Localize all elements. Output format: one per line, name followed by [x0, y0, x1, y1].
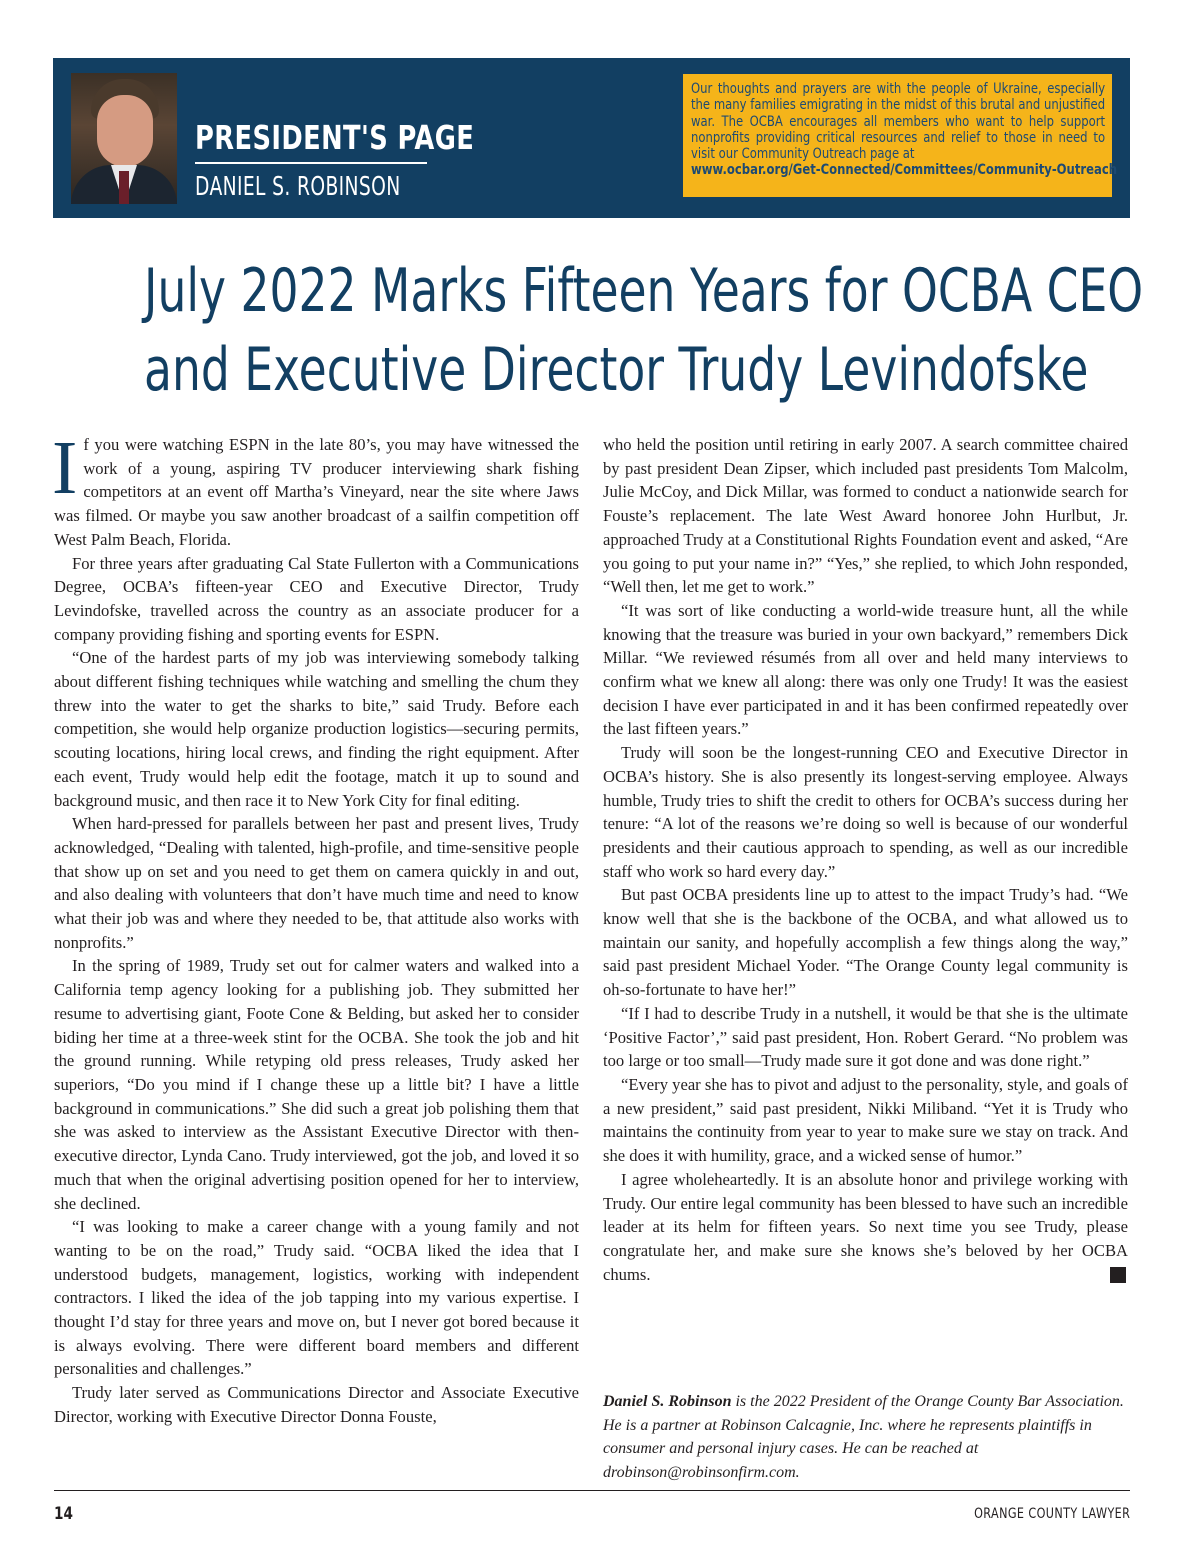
- paragraph: In the spring of 1989, Trudy set out for calmer waters and walked into a California temp agency looking for a publishing job. They submitted her resume to advertising giant, Foote Cone & Belding, but asked her to consider biding her time at a three-week stint for the OCBA. She took the job and hit the ground running. While retyping old press releases, Trudy asked her superiors, “Do you mind if I change these up a little bit? I have a little background in communications.” She did such a great job polishing them that she was asked to interview as the Assistant Executive Director with then-executive director, Lynda Cano. Trudy interviewed, got the job, and loved it so much that when the original advertising position opened for her to interview, she declined.: [54, 956, 579, 1213]
- paragraph: Trudy will soon be the longest-running CEO and Executive Director in OCBA’s history. She is also presently its longest-serving employee. Always humble, Trudy tries to shift the credit to others for OCBA’s success during her tenure: “A lot of the reasons we’re doing so well is because of our wonderful presidents and their cautious approach to spending, as well as our incredible staff who work so hard every day.”: [603, 743, 1128, 881]
- page-number: 14: [54, 1504, 73, 1524]
- paragraph: [603, 1168, 1128, 1287]
- article-headline: [0, 252, 1200, 410]
- paragraph: “I was looking to make a career change with a young family and not wanting to be on the road,” Trudy said. “OCBA liked the idea that I understood budgets, management, logistics, working with independent contractors. I liked the idea of the job tapping into my various expertise. I thought I’d stay for three years and move on, but I never got bored because it is always evolving. There were different board members and different personalities and challenges.”: [54, 1217, 579, 1379]
- paragraph: [52, 426, 579, 552]
- article-column-left: [52, 426, 579, 1429]
- drop-cap: I: [52, 426, 78, 510]
- paragraph-text: I agree wholeheartedly. It is an absolute honor and privilege working with Trudy. Our entire legal community has been blessed to have such an incredible leader at its helm for fifteen years. So next time you see Trudy, please congratulate her, and make sure she knows she’s beloved by her OCBA chums.: [603, 1169, 1128, 1284]
- headline-line-2: and Executive Director Trudy Levindofske: [144, 335, 1089, 405]
- bio-name: Daniel S. Robinson: [603, 1393, 732, 1410]
- author-photo: [71, 73, 177, 204]
- paragraph-text: f you were watching ESPN in the late 80’s, you may have witnessed the work of a young, aspiring TV producer interviewing shark fishing competitors at an event off Martha’s Vineyard, near the site where Jaws was filmed. Or maybe you saw another broadcast of a sailfin competition off West Palm Beach, Florida.: [54, 435, 579, 549]
- paragraph: When hard-pressed for parallels between her past and present lives, Trudy acknowledged, “Dealing with talented, high-profile, and time-sensitive people that show up on set and you need to get them on camera quickly in and out, and also dealing with volunteers that don’t have much time and need to know what their job was and where they needed to be, that attitude also works with nonprofits.”: [54, 814, 579, 952]
- notice-text: Our thoughts and prayers are with the people of Ukraine, especially the many families emigrating in the midst of this brutal and unjustified war. The OCBA encourages all members who want to help support nonprofits providing critical resources and relief to those in need to visit our Community Outreach page at: [691, 81, 1106, 163]
- paragraph: who held the position until retiring in early 2007. A search committee chaired by past president Dean Zipser, which included past presidents Tom Malcolm, Julie McCoy, and Dick Millar, was formed to conduct a nationwide search for Fouste’s replacement. The late West Award honoree John Hurlbut, Jr. approached Trudy at a Constitutional Rights Foundation event and asked, “Are you going to put your name in?” “Yes,” she replied, to which John responded, “Well then, let me get to work.”: [603, 435, 1128, 597]
- header-banner: [53, 58, 1130, 218]
- paragraph: “One of the hardest parts of my job was interviewing somebody talking about different fishing techniques while watching and smelling the chum they threw into the water to get the sharks to bite,” said Trudy. Before each competition, she would help organize production logistics—securing permits, scouting locations, hiring local crews, and finding the right equipment. After each event, Trudy would help edit the footage, match it up to sound and background music, and then race it to New York City for final editing.: [54, 648, 579, 810]
- paragraph: “If I had to describe Trudy in a nutshell, it would be that she is the ultimate ‘Positive Factor’,” said past president, Hon. Robert Gerard. “No problem was too large or too small—Trudy made sure it got done and was done right.”: [603, 1003, 1128, 1071]
- paragraph: “Every year she has to pivot and adjust to the personality, style, and goals of a new president,” said past president, Nikki Miliband. “Yet it is Trudy who maintains the continuity from year to year to make sure we stay on track. And she does it with humility, grace, and a wicked sense of humor.”: [603, 1074, 1128, 1166]
- author-bio: [603, 1390, 1128, 1485]
- paragraph: Trudy later served as Communications Director and Associate Executive Director, working with Executive Director Donna Fouste,: [54, 1383, 579, 1426]
- article-column-right: [603, 433, 1128, 1286]
- notice-link[interactable]: www.ocbar.org/Get-Connected/Committees/Community-Outreach: [691, 162, 1118, 179]
- paragraph: For three years after graduating Cal State Fullerton with a Communications Degree, OCBA’s fifteen-year CEO and Executive Director, Trudy Levindofske, travelled across the country as an associate producer for a company providing fishing and sporting events for ESPN.: [54, 553, 579, 644]
- author-name: DANIEL S. ROBINSON: [195, 172, 401, 202]
- ukraine-notice: [683, 74, 1118, 197]
- title-divider: [195, 162, 427, 164]
- headline-line-1: July 2022 Marks Fifteen Years for OCBA CEO: [144, 256, 1144, 326]
- section-title: PRESIDENT'S PAGE: [195, 118, 475, 157]
- paragraph: “It was sort of like conducting a world-wide treasure hunt, all the while knowing that the treasure was buried in your own backyard,” remembers Dick Millar. “We reviewed résumés from all over and held many interviews to confirm what we knew all along: there was only one Trudy! It was the easiest decision I have ever participated in and it has been confirmed repeatedly over the last fifteen years.”: [603, 600, 1128, 739]
- end-mark-icon: [1110, 1267, 1126, 1283]
- footer-divider: [54, 1490, 1130, 1491]
- bio-text: is the 2022 President of the Orange County Bar Association. He is a partner at Robinson Calcagnie, Inc. where he represents plaintiffs in consumer and personal injury cases. He can be reached at drobinson@robinsonfirm.com.: [603, 1393, 1124, 1482]
- paragraph: But past OCBA presidents line up to attest to the impact Trudy’s had. “We know well that she is the backbone of the OCBA, and what allowed us to maintain our sanity, and hopefully accomplish a few things along the way,” said past president Michael Yoder. “The Orange County legal community is oh-so-fortunate to have her!”: [603, 885, 1128, 1000]
- publication-name: ORANGE COUNTY LAWYER: [973, 1506, 1130, 1522]
